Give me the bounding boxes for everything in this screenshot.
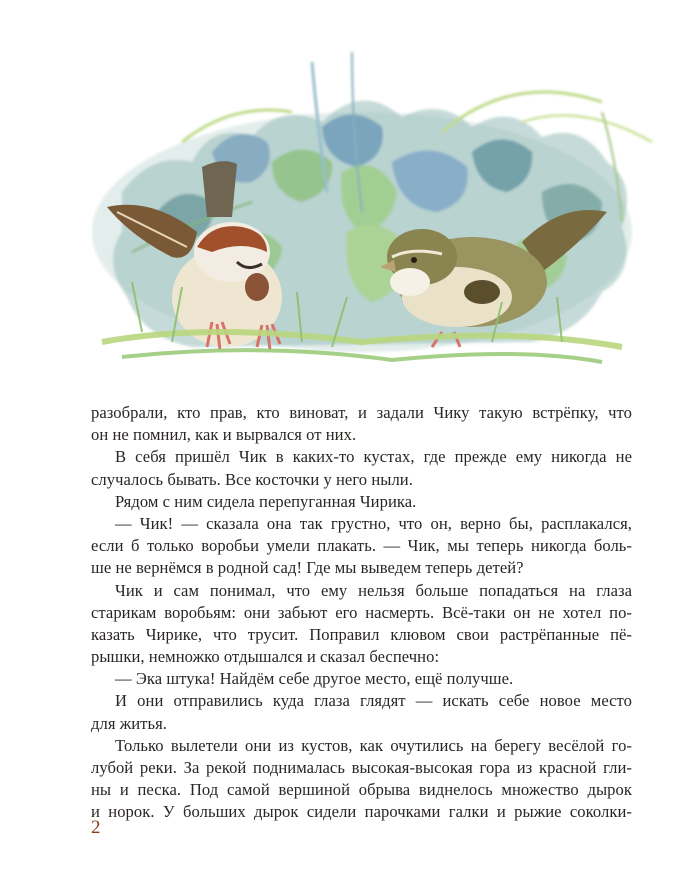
text-line: — Эка штука! Найдём себе другое место, ещё получше. [115,669,514,689]
text-line: и норок. У больших дырок сидели парочками галки и рыжие соколки- [91,802,632,822]
text-line: Только вылетели они из кустов, как очутились на берегу весёлой го- [115,735,632,755]
text-line: разобрали, кто прав, кто виноват, и задали Чику такую встрёпку, что [91,403,632,422]
text-line: Чик и сам понимал, что ему нельзя больше попадаться на глаза [115,580,632,600]
text-line: для житья. [91,713,167,733]
text-line: случалось бывать. Все косточки у него ныли. [91,469,413,489]
text-line: лубой реки. За рекой поднималась высокая-высокая гора из красной гли- [91,758,632,777]
text-line: казать Чирике, что трусит. Поправил клювом свои растрёпанные пё- [91,624,632,644]
sparrows-illustration [62,42,662,382]
text-line: если б только воробьи умели плакать. — Чик, мы теперь никогда боль- [91,536,632,556]
text-line: — Чик! — сказала она так грустно, что он, верно бы, расплакался, [115,513,632,533]
page-number: 2 [91,817,101,838]
text-line: ше не вернёмся в родной сад! Где мы выведем теперь детей? [91,558,524,578]
text-line: старикам воробьям: они забьют его насмерть. Всё-таки он не хотел по- [91,602,632,622]
text-line: И они отправились куда глаза глядят — искать себе новое место [115,691,632,711]
text-line: он не помнил, как и вырвался от них. [91,425,357,445]
text-line: ны и песка. Под самой вершиной обрыва виднелось множество дырок [91,780,632,800]
story-text [91,402,632,824]
text-line: рышки, немножко отдышался и сказал беспечно: [91,647,440,667]
text-line: Рядом с ним сидела перепуганная Чирика. [115,491,417,511]
text-line: В себя пришёл Чик в каких-то кустах, где прежде ему никогда не [115,447,632,467]
